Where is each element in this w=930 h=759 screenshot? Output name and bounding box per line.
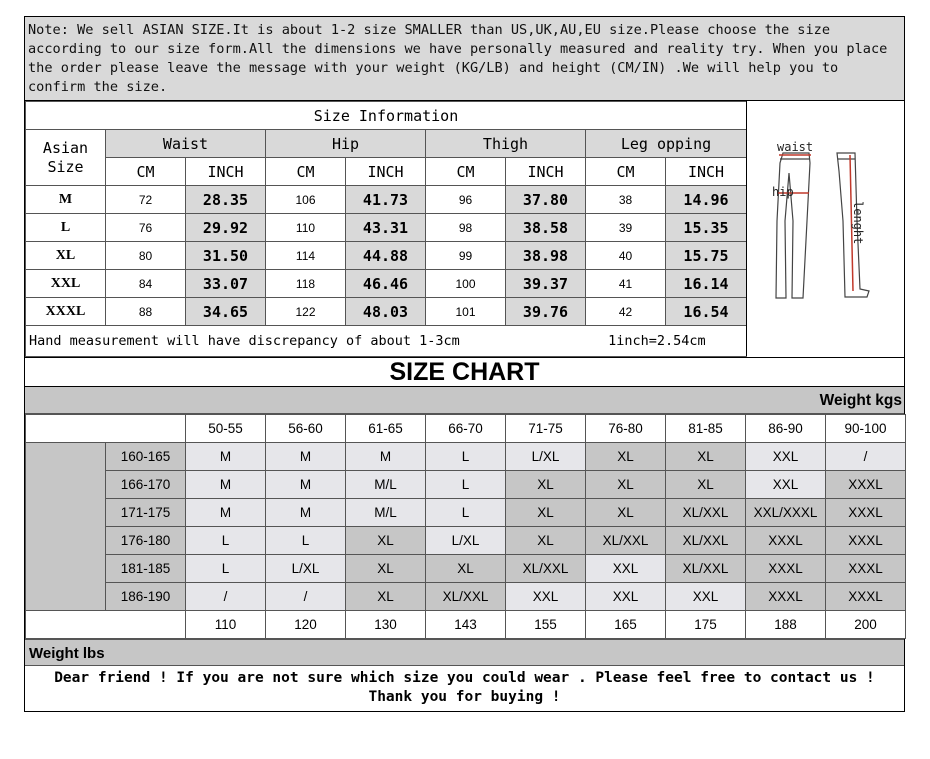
waist-label: waist xyxy=(777,140,814,154)
cm-value: 101 xyxy=(426,298,506,326)
recommended-size-cell: L/XL xyxy=(266,555,346,583)
asian-size-label: Asian Size xyxy=(42,138,89,176)
cm-value: 39 xyxy=(586,214,666,242)
unit-row xyxy=(26,158,747,186)
recommended-size-cell: XL/XXL xyxy=(506,555,586,583)
recommended-size-cell: XL xyxy=(346,555,426,583)
cm-value: 40 xyxy=(586,242,666,270)
recommended-size-cell: XL/XXL xyxy=(426,583,506,611)
size-label: M xyxy=(26,186,106,214)
recommended-size-cell: XXL xyxy=(746,471,826,499)
size-label: XXXL xyxy=(26,298,106,326)
cm-value: 100 xyxy=(426,270,506,298)
size-rows xyxy=(26,186,747,326)
recommended-size-cell: XL/XXL xyxy=(666,499,746,527)
recommended-size-cell: XXXL xyxy=(826,471,906,499)
inch-conversion-note: 1inch=2.54cm xyxy=(608,333,706,349)
cm-value: 42 xyxy=(586,298,666,326)
cm-value: 38 xyxy=(586,186,666,214)
recommended-size-cell: XL xyxy=(506,527,586,555)
recommended-size-cell: XL xyxy=(666,471,746,499)
recommended-size-cell: XXXL xyxy=(746,583,826,611)
recommended-size-cell: M/L xyxy=(346,499,426,527)
recommended-size-cell: L xyxy=(186,555,266,583)
unit-inch-header: INCH xyxy=(666,158,747,186)
inch-value: 29.92 xyxy=(186,214,266,242)
recommended-size-cell: L xyxy=(266,527,346,555)
size-information-title: Size Information xyxy=(26,102,747,130)
recommended-size-cell: XL xyxy=(586,471,666,499)
inch-value: 43.31 xyxy=(346,214,426,242)
cm-value: 76 xyxy=(106,214,186,242)
leg-opening-header: Leg opping xyxy=(586,130,747,158)
recommended-size-cell: L xyxy=(426,471,506,499)
unit-cm-header: CM xyxy=(426,158,506,186)
recommended-size-cell: M xyxy=(266,499,346,527)
waist-header: Waist xyxy=(106,130,266,158)
cm-value: 72 xyxy=(106,186,186,214)
recommended-size-cell: XL xyxy=(346,583,426,611)
cm-value: 96 xyxy=(426,186,506,214)
hip-header: Hip xyxy=(266,130,426,158)
recommended-size-cell: XL xyxy=(346,527,426,555)
recommended-size-cell: M xyxy=(346,443,426,471)
unit-inch-header: INCH xyxy=(186,158,266,186)
recommended-size-cell: XL/XXL xyxy=(666,527,746,555)
kg-range-row xyxy=(26,415,906,443)
recommended-size-cell: L xyxy=(426,443,506,471)
kg-range-cell: 50-55 xyxy=(186,415,266,443)
recommended-size-cell: XXL xyxy=(746,443,826,471)
size-row xyxy=(26,214,747,242)
recommended-size-cell: XL xyxy=(506,499,586,527)
height-range-cell: 181-185 xyxy=(106,555,186,583)
size-chart-row xyxy=(26,583,906,611)
recommended-size-cell: M xyxy=(266,443,346,471)
lbs-cell: 200 xyxy=(826,611,906,639)
unit-inch-header: INCH xyxy=(346,158,426,186)
inch-value: 14.96 xyxy=(666,186,747,214)
height-range-cell: 166-170 xyxy=(106,471,186,499)
inch-value: 39.76 xyxy=(506,298,586,326)
size-label: XL xyxy=(26,242,106,270)
inch-value: 34.65 xyxy=(186,298,266,326)
lbs-cell: 143 xyxy=(426,611,506,639)
contact-footer xyxy=(25,666,904,711)
pants-illustration xyxy=(747,101,906,356)
size-sheet xyxy=(24,16,905,712)
recommended-size-cell: XL xyxy=(506,471,586,499)
lbs-corner-cell xyxy=(26,611,186,639)
size-chart-title: SIZE CHART xyxy=(25,358,904,387)
recommended-size-cell: XXL xyxy=(506,583,586,611)
inch-value: 16.54 xyxy=(666,298,747,326)
thigh-header: Thigh xyxy=(426,130,586,158)
cm-value: 110 xyxy=(266,214,346,242)
recommended-size-cell: XXL xyxy=(586,583,666,611)
kg-range-cell: 90-100 xyxy=(826,415,906,443)
thank-you-message: Thank you for buying ! xyxy=(368,689,561,705)
recommended-size-cell: M xyxy=(266,471,346,499)
recommended-size-cell: XXL xyxy=(586,555,666,583)
size-note: Note: We sell ASIAN SIZE.It is about 1-2 size SMALLER than US,UK,AU,EU size.Please choose the size according to our size form.All the dimensions we have personally measured and reality try. When you place the order please leave the message with your weight (KG/LB) and height (CM/IN) .We will help you to confirm the size. xyxy=(25,17,904,101)
recommended-size-cell: M xyxy=(186,499,266,527)
inch-value: 38.58 xyxy=(506,214,586,242)
recommended-size-cell: XXXL xyxy=(826,555,906,583)
inch-value: 31.50 xyxy=(186,242,266,270)
recommended-size-cell: XL xyxy=(586,443,666,471)
recommended-size-cell: M xyxy=(186,443,266,471)
height-range-cell: 176-180 xyxy=(106,527,186,555)
hip-label: hip xyxy=(772,185,794,199)
size-label: XXL xyxy=(26,270,106,298)
unit-cm-header: CM xyxy=(106,158,186,186)
inch-value: 16.14 xyxy=(666,270,747,298)
recommended-size-cell: XXXL xyxy=(746,555,826,583)
recommended-size-cell: XL/XXL xyxy=(586,527,666,555)
recommended-size-cell: XXXL xyxy=(826,499,906,527)
inch-value: 28.35 xyxy=(186,186,266,214)
cm-value: 99 xyxy=(426,242,506,270)
kg-range-cell: 71-75 xyxy=(506,415,586,443)
inch-value: 44.88 xyxy=(346,242,426,270)
recommended-size-cell: L/XL xyxy=(506,443,586,471)
asian-size-header xyxy=(26,130,106,186)
recommended-size-cell: XL xyxy=(586,499,666,527)
inch-value: 39.37 xyxy=(506,270,586,298)
kg-range-cell: 76-80 xyxy=(586,415,666,443)
measurement-discrepancy-note: Hand measurement will have discrepancy of about 1-3cm xyxy=(29,333,460,349)
recommended-size-cell: XL xyxy=(666,443,746,471)
cm-value: 122 xyxy=(266,298,346,326)
kg-range-cell: 61-65 xyxy=(346,415,426,443)
recommended-size-cell: XXXL xyxy=(826,527,906,555)
inch-value: 15.75 xyxy=(666,242,747,270)
recommended-size-cell: L xyxy=(426,499,506,527)
contact-message: Dear friend ! If you are not sure which size you could wear . Please feel free to contact us ! xyxy=(54,670,875,686)
recommended-size-cell: / xyxy=(266,583,346,611)
height-range-cell: 171-175 xyxy=(106,499,186,527)
size-chart-row xyxy=(26,471,906,499)
lbs-cell: 130 xyxy=(346,611,426,639)
cm-value: 118 xyxy=(266,270,346,298)
height-group-cell xyxy=(26,443,106,611)
weight-lbs-label: Weight lbs xyxy=(25,639,904,666)
inch-value: 38.98 xyxy=(506,242,586,270)
cm-value: 98 xyxy=(426,214,506,242)
weight-kgs-label: Weight kgs xyxy=(25,387,904,414)
chart-corner-cell xyxy=(26,415,186,443)
lbs-cell: 188 xyxy=(746,611,826,639)
size-chart-table xyxy=(25,414,906,639)
lbs-cell: 165 xyxy=(586,611,666,639)
lbs-cell: 110 xyxy=(186,611,266,639)
lbs-cell: 175 xyxy=(666,611,746,639)
size-information-section xyxy=(25,101,904,358)
size-chart-row xyxy=(26,443,906,471)
cm-value: 41 xyxy=(586,270,666,298)
recommended-size-cell: M/L xyxy=(346,471,426,499)
inch-value: 15.35 xyxy=(666,214,747,242)
recommended-size-cell: XL/XXL xyxy=(666,555,746,583)
size-information-table xyxy=(25,101,747,357)
kg-range-cell: 56-60 xyxy=(266,415,346,443)
recommended-size-cell: XL xyxy=(426,555,506,583)
recommended-size-cell: L xyxy=(186,527,266,555)
lbs-cell: 155 xyxy=(506,611,586,639)
size-label: L xyxy=(26,214,106,242)
recommended-size-cell: XXL/XXXL xyxy=(746,499,826,527)
pants-front xyxy=(776,153,810,298)
cm-value: 84 xyxy=(106,270,186,298)
size-row xyxy=(26,186,747,214)
size-row xyxy=(26,298,747,326)
recommended-size-cell: XXXL xyxy=(826,583,906,611)
unit-cm-header: CM xyxy=(266,158,346,186)
recommended-size-cell: / xyxy=(826,443,906,471)
cm-value: 106 xyxy=(266,186,346,214)
size-chart-row xyxy=(26,555,906,583)
size-chart-row xyxy=(26,527,906,555)
inch-value: 48.03 xyxy=(346,298,426,326)
cm-value: 88 xyxy=(106,298,186,326)
kg-range-cell: 86-90 xyxy=(746,415,826,443)
inch-value: 33.07 xyxy=(186,270,266,298)
size-chart-rows xyxy=(26,443,906,611)
kg-range-cell: 66-70 xyxy=(426,415,506,443)
unit-inch-header: INCH xyxy=(506,158,586,186)
recommended-size-cell: / xyxy=(186,583,266,611)
height-range-cell: 160-165 xyxy=(106,443,186,471)
recommended-size-cell: XXXL xyxy=(746,527,826,555)
height-range-cell: 186-190 xyxy=(106,583,186,611)
recommended-size-cell: M xyxy=(186,471,266,499)
kg-range-cell: 81-85 xyxy=(666,415,746,443)
size-row xyxy=(26,270,747,298)
inch-value: 41.73 xyxy=(346,186,426,214)
size-chart-row xyxy=(26,499,906,527)
inch-value: 37.80 xyxy=(506,186,586,214)
pants-measurement-diagram xyxy=(746,101,905,356)
size-table-footer xyxy=(26,326,747,357)
recommended-size-cell: L/XL xyxy=(426,527,506,555)
unit-cm-header: CM xyxy=(586,158,666,186)
recommended-size-cell: XXL xyxy=(666,583,746,611)
lbs-cell: 120 xyxy=(266,611,346,639)
size-row xyxy=(26,242,747,270)
cm-value: 80 xyxy=(106,242,186,270)
length-label: lenght xyxy=(851,201,865,245)
cm-value: 114 xyxy=(266,242,346,270)
inch-value: 46.46 xyxy=(346,270,426,298)
lbs-row xyxy=(26,611,906,639)
